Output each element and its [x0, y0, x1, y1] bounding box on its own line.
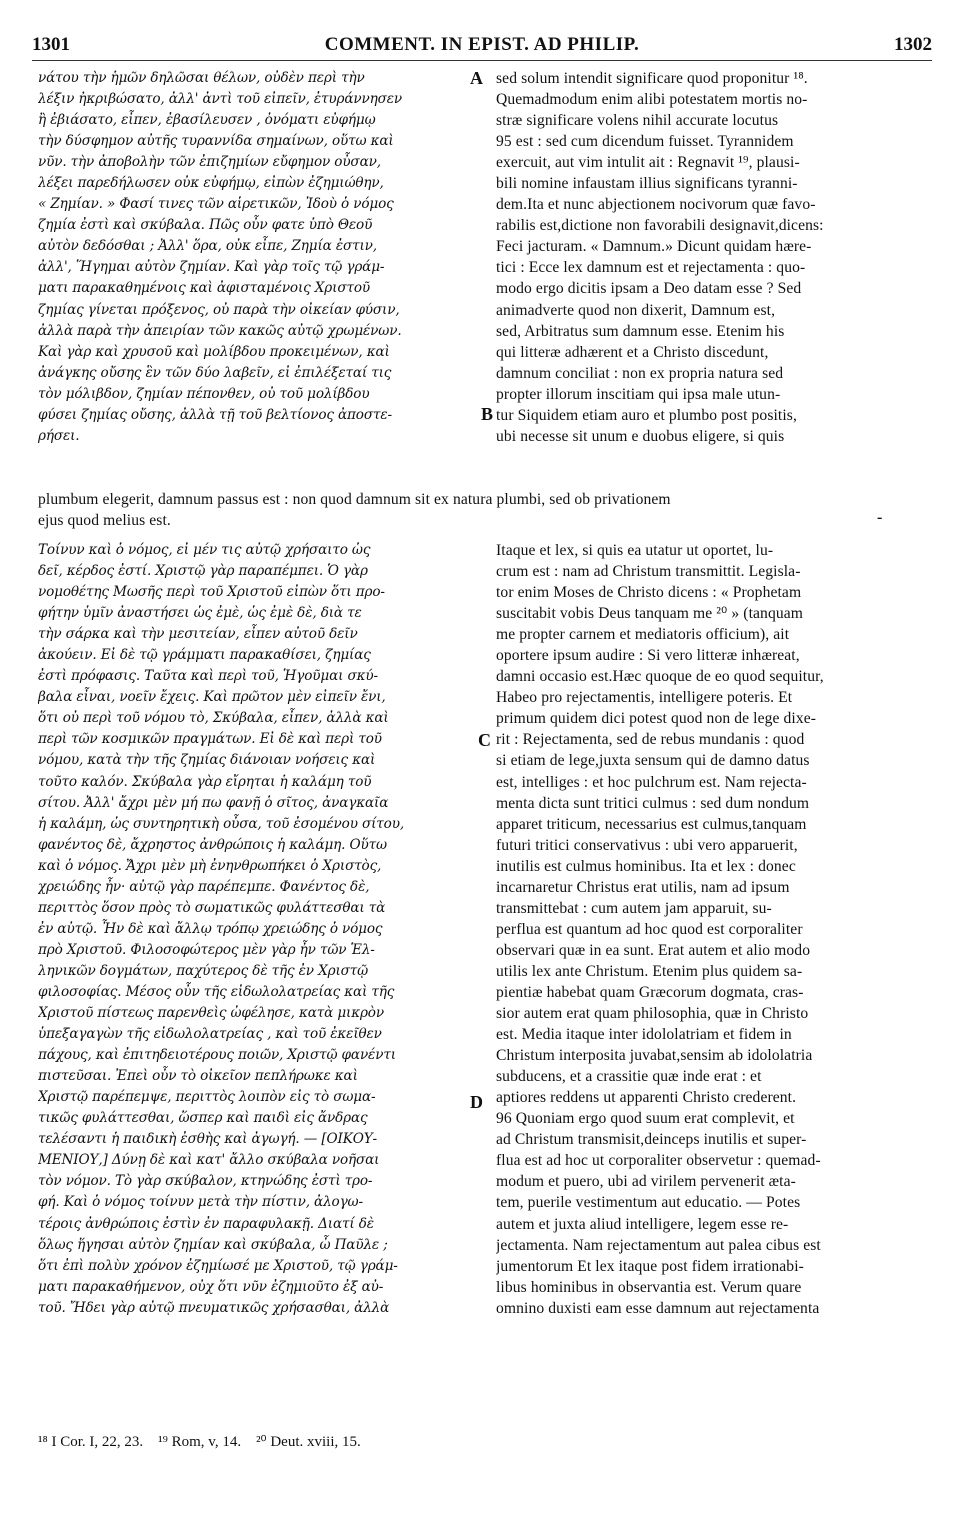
latin-column-bottom: Itaque et lex, si quis ea utatur ut oportet, lu- crum est : nam ad Christum transmittit. Legisla- tor enim Moses de Christo dicens : « Prophetam suscitabit vobis Deus tanquam me ²⁰ » (tanquam me propter carnem et mediatoris officium), ait oportere ipsum audire : Si vero litteræ inhæreat, damni occasio est.Hæc quoque de eo quod sequitur, Habeo pro rejectamentis, intelligere poteris. Et primum quidem dici potest quod non de lege dixe- rit : Rejectamenta, sed de rebus mundanis : quod si etiam de lege,juxta sensum qui de damno datus est, intelliges : et hoc pulchrum est. Nam rejecta- menta dicta sunt tritici culmus : sed dum nondum apparet triticum, necessarius est culmus,tanquam futuri tritici conservativus : ubi vero apparuerit, inutilis est culmus hominibus. Ita et lex : donec incarnaretur Christus erat utilis, nam ad ipsum transmittebat : cum autem jam apparuit, su- perflua est quantum ad hoc quod est corporaliter observari quæ in ea sunt. Erat autem et alio modo utilis lex ante Christum. Etenim plus quidem sa- pientiæ habebat quam Græcorum dogmata, cras- sior autem erat quam philosophia, quæ in Christo est. Media itaque inter idololatriam et fidem in Christum interposita juvabat,sensim ab idololatria subducens, et a crassitie quæ inde erat : et aptiores reddens ut apparenti Christo crederent. 96 Quoniam ergo quod suum erat complevit, et ad Christum transmisit,deinceps inutilis et super- flua est ad hoc ut corporaliter observetur : quemad- modum et puero, ubi ad virilem pervenerit æta- tem, puerile vestimentum aut educatio. — Potes autem et juxta aliud intelligere, legem esse re- jectamenta. Nam rejectamentum aut palea cibus est jumentorum Et lex itaque post fidem irrationabi- libus hominibus in observantia est. Verum quare omnino duxisti eam esse damnum aut rejectamenta — [496, 542, 824, 1317]
margin-letter-b: B — [481, 404, 494, 424]
greek-column-bottom: Τοίνυν καὶ ὁ νόμος, εἰ μέν τις αὐτῷ χρήσαιτο ὡς δεῖ, κέρδος ἐστί. Χριστῷ γὰρ παραπέμπει. Ὁ γὰρ νομοθέτης Μωσῆς περὶ τοῦ Χριστοῦ εἰπὼν ὅτι προ- φήτην ὑμῖν ἀναστήσει ὡς ἐμὲ, ὡς ἐμὲ δὲ, διὰ τε τὴν σάρκα καὶ τὴν μεσιτείαν, εἶπεν αὐτοῦ δεῖν ἀκούειν. Εἰ δὲ τῷ γράμματι παρακαθίσει, ζημίας ἐστὶ πρόφασις. Ταῦτα καὶ περὶ τοῦ, Ἡγοῦμαι σκύ- βαλα εἶναι, νοεῖν ἔχεις. Καὶ πρῶτον μὲν εἰπεῖν ἔνι, ὅτι οὐ περὶ τοῦ νόμου τὸ, Σκύβαλα, εἶπεν, ἀλλὰ καὶ περὶ τῶν κοσμικῶν πραγμάτων. Εἰ δὲ καὶ περὶ τοῦ νόμου, κατὰ τὴν τῆς ζημίας διάνοιαν νοήσεις καὶ τοῦτο καλόν. Σκύβαλα γὰρ εἴρηται ἡ καλάμη τοῦ σίτου. Ἀλλ' ἄχρι μὲν μή πω φανῇ ὁ σῖτος, ἀναγκαῖα ἡ καλάμη, ὡς συντηρητικὴ οὖσα, τοῦ ἐσομένου σίτου, φανέντος δὲ, ἄχρηστος ἀνθρώποις ἡ καλάμη. Οὕτω καὶ ὁ νόμος. Ἄχρι μὲν μὴ ἐνηνθρωπήκει ὁ Χριστὸς, χρειώδης ἦν· αὐτῷ γὰρ παρέπεμπε. Φανέντος δὲ, περιττὸς ὅσον πρὸς τὸ σωματικῶς φυλάττεσθαι τὰ ἐν αὐτῷ. Ἦν δὲ καὶ ἄλλῳ τρόπῳ χρειώδης ὁ νόμος πρὸ Χριστοῦ. Φιλοσοφώτερος μὲν γὰρ ἦν τῶν Ἑλ- ληνικῶν δογμάτων, παχύτερος δὲ τῆς ἐν Χριστῷ φιλοσοφίας. Μέσος οὖν τῆς εἰδωλολατρείας καὶ τῆς Χριστοῦ πίστεως παρενθεὶς ὠφέλησε, κατὰ μικρὸν ὑπεξαγαγὼν τῆς εἰδωλολατρείας , καὶ τοῦ ἐκεῖθεν πάχους, καὶ ἐπιτηδειοτέρους ποιῶν, Χριστῷ φανέντι πιστεῦσαι. Ἐπεὶ οὖν τὸ οἰκεῖον πεπλήρωκε καὶ Χριστῷ παρέπεμψε, περιττὸς λοιπὸν εἰς τὸ σωμα- τικῶς φυλάττεσθαι, ὥσπερ καὶ παιδὶ εἰς ἄνδρας τελέσαντι ἡ παιδικὴ ἐσθὴς καὶ ἀγωγή. — [ΟΙΚΟΥ- ΜΕΝΙΟΥ,] Δύνῃ δὲ καὶ κατ' ἄλλο σκύβαλα νοῆσαι τὸν νόμον. Τὸ γὰρ σκύβαλον, κτηνώδης ἐστὶ τρο- φή. Καὶ ὁ νόμος τοίνυν μετὰ τὴν πίστιν, ἀλογω- τέροις ἀνθρώποις ἐστὶν ἐν παραφυλακῇ. Διατί δὲ ὅλως ἥγησαι αὐτὸν ζημίαν καὶ σκύβαλα, ὦ Παῦλε ; ὅτι ἐπὶ πολὺν χρόνον ἐζημίωσέ με Χριστοῦ, τῷ γράμ- ματι παρακαθήμενον, οὐχ ὅτι νῦν ἐζημιοῦτο ἐξ αὐ- τοῦ. Ἤδει γὰρ αὐτῷ πνευματικῶς χρήσασθαι, ἀλλὰ — [38, 542, 404, 1316]
margin-letter-d: D — [470, 1092, 483, 1112]
margin-letter-c: C — [478, 730, 491, 750]
page-number-right: 1302 — [894, 34, 932, 55]
greek-column-top: νάτου τὴν ἡμῶν δηλῶσαι θέλων, οὐδὲν περὶ τὴν λέξιν ἠκριβώσατο, ἀλλ' ἀντὶ τοῦ εἰπεῖν, ἐτυράννησεν ἢ ἐβιάσατο, εἶπεν, ἐβασίλευσεν , ὀνόματι εὐφήμῳ τὴν δύσφημον αὐτῆς τυραννίδα σημαίνων, οὕτω καὶ νῦν. τὴν ἀποβολὴν τῶν ἐπιζημίων εὔφημον οὖσαν, λέξει παρεδήλωσεν οὐκ εὐφήμῳ, εἰπὼν ἐζημιώθην, « Ζημίαν. » Φασί τινες τῶν αἱρετικῶν, Ἰδοὺ ὁ νόμος ζημία ἐστὶ καὶ σκύβαλα. Πῶς οὖν φατε ὑπὸ Θεοῦ αὐτὸν δεδόσθαι ; Ἀλλ' ὅρα, οὐκ εἶπε, Ζημία ἐστιν, ἀλλ', Ἥγημαι αὐτὸν ζημίαν. Καὶ γὰρ τοῖς τῷ γράμ- ματι παρακαθημένοις καὶ ἀφισταμένοις Χριστοῦ ζημίας γίνεται πρόξενος, οὐ παρὰ τὴν οἰκείαν φύσιν, ἀλλὰ παρὰ τὴν ἀπειρίαν τῶν κακῶς αὐτῷ χρωμένων. Καὶ γὰρ καὶ χρυσοῦ καὶ μολίβδου προκειμένων, καὶ ἀνάγκης οὔσης ἓν τῶν δύο λαβεῖν, εἰ ἐπιλέξεταί τις τὸν μόλιβδον, ζημίαν πέπονθεν, οὐ τοῦ μολίβδου φύσει ζημίας οὔσης, ἀλλὰ τῇ τοῦ βελτίονος ἀποστε- ρήσει. — [38, 70, 403, 444]
latin-full-width: plumbum elegerit, damnum passus est : non quod damnum sit ex natura plumbi, sed ob privationem ejus quod melius est. — [38, 491, 671, 530]
running-title: COMMENT. IN EPIST. AD PHILIP. — [324, 34, 640, 55]
page-header — [32, 34, 932, 56]
footnotes: ¹⁸ I Cor. I, 22, 23. ¹⁹ Rom, v, 14. ²⁰ Deut. xviii, 15. — [38, 1434, 361, 1450]
page-number-left: 1301 — [32, 34, 70, 55]
latin-column-top: sed solum intendit significare quod proponitur ¹⁸. Quemadmodum enim alibi potestatem mortis no- stræ significare volens nihil accurate locutus 95 est : sed cum dicendum fuisset. Tyrannidem exercuit, aut vim intulit ait : Regnavit ¹⁹, plausi- bili nomine infaustam illius significans tyranni- dem.Ita et nunc abjectionem nocivorum quæ favo- rabilis est,dictione non favorabili designavit,dicens: Feci jacturam. « Damnum.» Dicunt quidam hære- tici : Ecce lex damnum est et rejectamenta : quo- modo ergo dicitis ipsam a Deo datam esse ? Sed animadverte quod non dixerit, Damnum est, sed, Arbitratus sum damnum esse. Etenim his qui litteræ adhærent et a Christo discedunt, damnum conciliat : non ex propria natura sed propter illorum inscitiam qui ipsa male utun- tur Siquidem etiam auro et plumbo post positis, ubi necesse sit unum e duobus eligere, si quis — [496, 70, 824, 445]
separator-dash: - — [877, 509, 883, 526]
margin-letter-a: A — [470, 68, 483, 88]
header-rule — [32, 60, 932, 61]
